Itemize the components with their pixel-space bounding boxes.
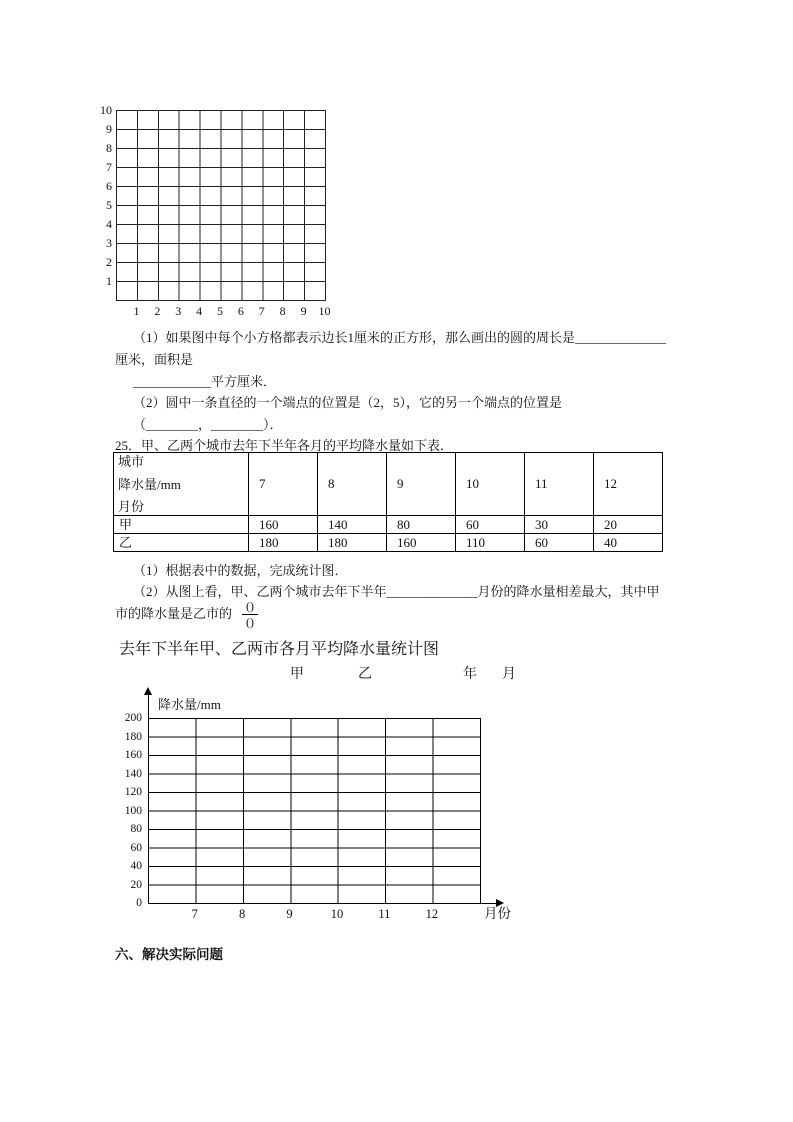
- y-tick-label: 80: [130, 823, 142, 835]
- y-axis-arrow-icon: [144, 687, 152, 695]
- month-header-cell: 12: [594, 453, 663, 516]
- corner-label-month: 月份: [118, 499, 145, 514]
- sub-question-2-continued: [115, 597, 258, 631]
- value-cell: 110: [456, 534, 525, 552]
- value-cell: 180: [318, 534, 387, 552]
- grid-y-axis-labels: [88, 101, 112, 291]
- legend-jia-label: 甲: [290, 667, 304, 682]
- x-tick-label: 10: [330, 907, 344, 921]
- y-tick-label: 180: [124, 730, 142, 743]
- table-header-row: [114, 453, 663, 516]
- corner-label-city: 城市: [118, 454, 145, 469]
- value-cell: 140: [318, 516, 387, 534]
- question-line-cm: 厘米，面积是: [115, 352, 194, 367]
- sub-question-1: （1）根据表中的数据，完成统计图．: [133, 563, 348, 578]
- x-tick-label: 12: [425, 907, 439, 921]
- y-tick-label: 160: [124, 749, 142, 761]
- value-cell: 160: [249, 516, 318, 534]
- grid-y-label: 10: [100, 103, 112, 117]
- grid-y-label: 2: [106, 255, 112, 269]
- x-tick-label: 8: [239, 907, 246, 921]
- month-header-cell: 11: [525, 453, 594, 516]
- grid-x-label: 7: [258, 304, 265, 318]
- grid-y-label: 8: [106, 141, 112, 155]
- y-tick-label: 60: [130, 841, 142, 854]
- chart-x-tick-labels: [171, 906, 456, 922]
- corner-label-rainfall: 降水量/mm: [118, 476, 181, 492]
- value-cell: 20: [594, 516, 663, 534]
- chart-title: 去年下半年甲、乙两市各月平均降水量统计图: [119, 641, 440, 658]
- question-line-diameter: （2）圆中一条直径的一个端点的位置是（2，5），它的另一个端点的位置是: [133, 395, 563, 410]
- value-cell: 60: [456, 516, 525, 534]
- rainfall-table: [113, 452, 663, 552]
- x-tick-label: 11: [378, 907, 391, 921]
- x-axis-label: 月份: [484, 906, 511, 921]
- month-header-cell: 9: [387, 453, 456, 516]
- question-line-endpoint-blank: （________，________）．: [133, 417, 283, 432]
- grid-y-label: 4: [106, 217, 112, 231]
- value-cell: 40: [594, 534, 663, 552]
- value-cell: 180: [249, 534, 318, 552]
- chart-y-tick-labels: [104, 709, 142, 913]
- coordinate-grid: [116, 110, 326, 301]
- y-tick-label: 40: [130, 860, 142, 872]
- question-line-area: ____________平方厘米．: [133, 374, 277, 389]
- y-tick-label: 100: [124, 804, 142, 817]
- month-header-cell: 8: [318, 453, 387, 516]
- grid-x-axis-labels: [126, 303, 335, 319]
- month-header-cell: 7: [249, 453, 318, 516]
- grid-x-label: 5: [217, 304, 223, 318]
- fraction-lead-text: 市的降水量是乙市的: [115, 606, 233, 621]
- table-row-jia: [114, 516, 663, 534]
- fraction-blank: [242, 599, 258, 630]
- table-row-yi: [114, 534, 663, 552]
- grid-x-label: 4: [196, 304, 203, 318]
- x-tick-label: 7: [191, 907, 198, 921]
- value-cell: 80: [387, 516, 456, 534]
- grid-y-label: 6: [106, 179, 112, 193]
- fraction-denominator-blank: (): [246, 614, 255, 629]
- y-axis-label: 降水量/mm: [158, 697, 221, 712]
- grid-x-label: 1: [133, 304, 140, 318]
- grid-y-label: 5: [106, 198, 112, 212]
- legend-yi-label: 乙: [358, 667, 372, 682]
- corner-cell-content: [118, 453, 248, 515]
- legend-year-label: 年: [463, 667, 477, 682]
- row-label-cell: 乙: [114, 534, 249, 552]
- section-6-heading: 六、解决实际问题: [115, 947, 223, 962]
- grid-y-label: 3: [106, 236, 112, 250]
- grid-x-label: 6: [237, 304, 244, 318]
- month-header-cell: 10: [456, 453, 525, 516]
- grid-x-label: 9: [300, 304, 307, 318]
- grid-x-label: 3: [175, 304, 182, 318]
- y-tick-label: 20: [130, 878, 142, 891]
- y-tick-label: 0: [136, 897, 142, 909]
- table-corner-cell: [114, 453, 249, 516]
- grid-x-label: 2: [154, 304, 161, 318]
- grid-y-label: 9: [106, 122, 112, 136]
- question-25-intro: 25．甲、乙两个城市去年下半年各月的平均降水量如下表．: [115, 438, 454, 453]
- value-cell: 60: [525, 534, 594, 552]
- grid-x-label: 8: [279, 304, 286, 318]
- legend-month-label: 月: [502, 667, 516, 682]
- sub-question-2: （2）从图上看，甲、乙两个城市去年下半年______________月份的降水量相差最大，其中甲: [133, 584, 660, 599]
- value-cell: 160: [387, 534, 456, 552]
- y-tick-label: 200: [124, 712, 142, 724]
- question-line-circumference: （1）如果图中每个小方格都表示边长1厘米的正方形，那么画出的圆的周长是______________: [133, 330, 667, 345]
- grid-x-label: 10: [318, 304, 331, 318]
- x-tick-label: 9: [286, 907, 293, 921]
- y-tick-label: 140: [124, 767, 142, 780]
- grid-y-label: 1: [106, 274, 112, 288]
- value-cell: 30: [525, 516, 594, 534]
- fraction-numerator-blank: (): [242, 599, 258, 615]
- grid-y-label: 7: [106, 160, 112, 174]
- y-tick-label: 120: [124, 786, 142, 798]
- chart-plot-area: [148, 718, 481, 903]
- x-axis-line: [148, 903, 498, 904]
- row-label-cell: 甲: [114, 516, 249, 534]
